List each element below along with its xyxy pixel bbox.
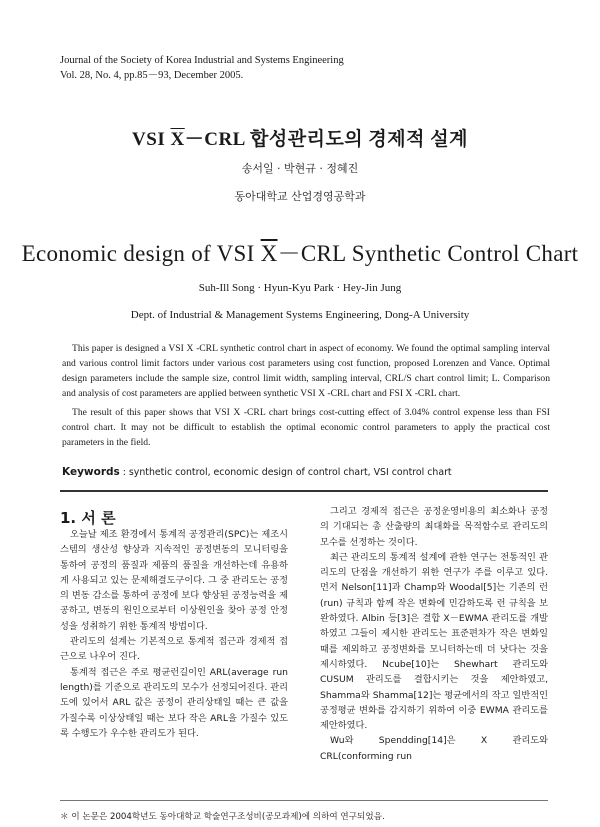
korean-title-rest: －CRL 합성관리도의 경제적 설계 [184,129,468,150]
english-title [0,235,600,268]
body-paragraph: 그리고 경제적 접근은 공정운영비용의 최소화나 공정의 기대되는 총 산출량의 최대화를 목적함수로 관리도의 모수를 선정하는 것이다. [320,506,548,548]
body-paragraph: 관리도의 설계는 기본적으로 통계적 접근과 경제적 접근으로 나우어 진다. [60,636,288,663]
right-column [320,504,548,764]
english-title-xbar: $\overline{X}$ [260,241,278,266]
footnote: ＊ 이 논문은 2004학년도 동아대학교 학술연구조성비(공모과제)에 의하여 연구되었음. [60,812,385,822]
korean-title-prefix: VSI [132,129,171,150]
korean-authors: 송서일 · 박현규 · 정혜진 [241,162,359,175]
section-heading: 1. 서 론 [60,509,116,527]
korean-title [0,124,600,151]
section-divider [60,490,548,492]
body-paragraph: Wu와 Spendding[14]은 X 관리도와 CRL(conforming run [320,735,548,762]
english-title-prefix: Economic design of VSI [21,241,261,266]
journal-name: Journal of the Society of Korea Industrial and Systems Engineering [60,55,344,66]
abstract-paragraph-2: The result of this paper shows that VSI X -CRL chart brings cost-cutting effect of 3.04% control expense less than FSI control chart. It may not be difficult to establish the optimal economic control parameters to apply the practical cost parameters in the field. [62,407,550,448]
english-authors: Suh-Ill Song · Hyun-Kyu Park · Hey-Jin Jung [198,282,402,294]
journal-header [60,53,344,83]
keywords-text: : synthetic control, economic design of control chart, VSI control chart [122,467,452,478]
english-title-rest: －CRL Synthetic Control Chart [277,241,579,266]
body-paragraph: 최근 관리도의 통계적 설계에 관한 연구는 전통적인 관리도의 단점을 개선하기 위한 연구가 주를 이루고 있다. 먼저 Nelson[11]과 Champ와 Woodal[5]는 기존의 런(run) 규칙과 함께 작은 변화에 민감하도록 런 규칙을 보완하였다. Albin 등[3]은 결합 X－EWMA 관리도를 개발하였고 그들이 제시한 관리도는 표준편차가 작은 변화일 때를 제외하고 공정변화를 모니터하는데 더 낫다는 것을 제시하였다. Ncube[10]는 Shewhart 관리도와 CUSUM 관리도를 결합시키는 것을 제안하였고, Shamma와 Shamma[12]는 평균에서의 작고 일반적인 공정평균 변화를 감지하기 위하여 이중 EWMA 관리도를 제안하였다. [320,551,548,732]
left-column [60,527,288,741]
keywords [62,466,452,478]
abstract-paragraph-1: This paper is designed a VSI X -CRL synthetic control chart in aspect of economy. We found the optimal sampling interval and various control limit factors under various cost parameters using cost function, proposed Lorenzen and Vance. Optimal design parameters include the sample size, control limit width, sampling interval, CRL/S chart control limit; L. Comparison and analysis of cost parameters are applied between synthetic VSI X -CRL chart and FSI X -CRL chart. [62,343,550,399]
journal-volume: Vol. 28, No. 4, pp.85－93, December 2005. [60,70,244,81]
korean-title-xbar: $\overline{X}$ [170,129,185,150]
footnote-divider [60,800,548,801]
body-paragraph: 오늘날 제조 환경에서 통계적 공정관리(SPC)는 제조시스템의 생산성 향상과 지속적인 공정변동의 모니터링을 통하여 공정의 품질과 제품의 품질을 개선하는데 유용하게 사용되고 있는 문제해결도구이다. 그 중 관리도는 공정의 변동 감소를 통하여 공정에 보다 향상된 공정능력을 제공하고, 변동의 원인으로부터 이상원인을 찾아 공정 안정성을 성취하기 위한 통계적 방법이다. [60,529,288,632]
english-affiliation: Dept. of Industrial & Management Systems Engineering, Dong-A University [130,309,470,321]
body-paragraph: 통계적 접근은 주로 평균런길이인 ARL(average run length)를 기준으로 관리도의 모수가 선정되어진다. 관리도에 있어서 ARL 값은 공정이 관리상태일 때는 큰 값을 가질수록 이상상태일 때는 보다 작은 ARL을 가질수 있도록 수행도가 우수한 관리도가 된다. [60,666,288,739]
keywords-label: Keywords [62,466,120,478]
korean-affiliation: 동아대학교 산업경영공학과 [234,190,366,203]
